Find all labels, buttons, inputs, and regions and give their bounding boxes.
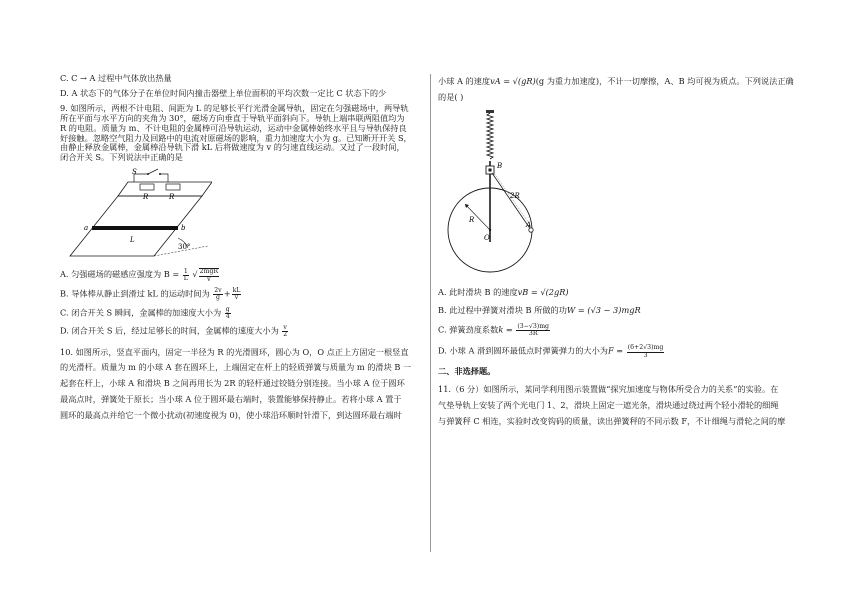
q10-line: 的光滑杆。质量为 m 的小球 A 套在圆环上，上端固定在杆上的轻质弹簧与质量为 m 的滑块 B 一 <box>60 362 412 373</box>
q9-line: 由静止释放金属棒，金属棒沿导轨下滑 kL 后将做速度为 v 的匀速直线运动。又过了一段时间， <box>60 142 405 153</box>
q9-option-d-text: D. 闭合开关 S 后，经过足够长的时间，金属棒的速度大小为 <box>60 325 279 336</box>
question-9 <box>60 104 428 338</box>
q10-line: 圆环的最高点并给它一个微小扰动(初速度视为 0)，使小球沿环顺时针滑下，到达圆环最右端时 <box>60 410 402 421</box>
resistor-r2 <box>166 184 180 190</box>
label-switch: S <box>132 168 137 177</box>
q10-option-b: B. 此过程中弹簧对滑块 B 所做的功W = (√3 − 3)mgR <box>438 305 641 316</box>
label-r1: R <box>143 193 149 202</box>
frac: $\frac{\text{2mgR}}{v}$ <box>199 268 219 283</box>
q11-line: 11.（6 分）如图所示，某同学利用图示装置做“探究加速度与物体所受合力的关系”的实验。在 <box>438 383 779 394</box>
label-a: A <box>526 221 532 230</box>
q9-stem <box>60 104 428 163</box>
label-l: L <box>130 236 135 245</box>
q9-option-b-text: B. 导体棒从静止到滑过 kL 的运动时间为 <box>60 288 210 299</box>
spring <box>487 113 493 159</box>
question-11 <box>438 382 806 430</box>
section-title: 二、非选择题。 <box>438 365 496 376</box>
right-column <box>438 74 806 435</box>
q10-ring-figure <box>442 110 542 282</box>
label-r: R <box>469 216 475 225</box>
resistor-frame <box>118 182 212 196</box>
q9-option-d <box>60 325 428 338</box>
frac: $\frac{1}{L}$ <box>183 267 188 283</box>
ceiling-mount <box>486 110 494 113</box>
q11-line: 气垫导轨上安装了两个光电门 1、2，滑块上固定一遮光条，滑块通过绕过两个轻小滑轮的细绳 <box>438 399 779 410</box>
q9-option-a <box>60 268 428 282</box>
label-angle: 30° <box>178 243 191 252</box>
q8-option-c: C. C → A 过程中气体放出热量 <box>60 73 172 83</box>
q9-option-c <box>60 307 428 320</box>
q9-line: 9. 如图所示，两根不计电阻、间距为 L 的足够长平行光滑金属导轨，固定在匀强磁场中，两导轨 <box>60 103 409 114</box>
q11-line: 与弹簧秤 C 相连，实验时改变钩码的质量，读出弹簧秤的不同示数 F，不计细绳与滑轮之间的摩 <box>438 415 786 426</box>
q10-option-c: C. 弹簧劲度系数k = $\frac{(3-√3)mg}{3R}$ <box>438 323 550 338</box>
q9-option-a-text: A. 匀强磁场的磁感应强度为 B = <box>60 269 180 280</box>
q9-line: 所在平面与水平方向的夹角为 30°，磁场方向垂直于导轨平面斜向下。导轨上端串联两阻值均为 <box>60 112 405 123</box>
q9-option-b: B. 导体棒从静止到滑过 kL 的运动时间为 $\frac{2v}{g}$ + $\frac{kL}{v}$ <box>60 286 241 302</box>
frac: $\frac{v}{2}$ <box>283 324 288 339</box>
q10-option-a: A. 此时滑块 B 的速度vB = √(2gR) <box>438 287 569 298</box>
label-a: a <box>84 224 89 233</box>
frac: $\frac{(3-√3)mg}{3R}$ <box>517 323 550 338</box>
q10-cont-line: 小球 A 的速度vA = √(gR)(g 为重力加速度)，不计一切摩擦，A、B 均可视为质点。下列说法正确 <box>438 76 794 86</box>
resistor-r1 <box>140 184 154 190</box>
frac: $\frac{g}{4}$ <box>225 305 230 320</box>
q8-option-d: D. A 状态下的气体分子在单位时间内撞击器壁上单位面积的平均次数一定比 C 状态下的少 <box>60 88 387 99</box>
q10-line: 10. 如图所示，竖直平面内，固定一半径为 R 的光滑圆环，圆心为 O，O 点正上方固定一根竖直 <box>60 346 409 357</box>
q9-line: R 的电阻。质量为 m、不计电阻的金属棒可沿导轨运动，运动中金属棒始终水平且与导轨保持良 <box>60 122 407 133</box>
switch-wire-2 <box>160 174 168 182</box>
switch-blade <box>148 169 158 174</box>
frac: $\frac{(6+2√3)mg}{3}$ <box>627 344 664 359</box>
center-o <box>489 229 491 231</box>
label-b: b <box>181 224 186 233</box>
frac: $\frac{2v}{g}$ <box>214 286 222 302</box>
q10-stem <box>60 345 428 425</box>
sqrt-sign: √ <box>192 269 198 280</box>
left-column <box>60 74 428 430</box>
column-divider <box>430 74 431 552</box>
q10-cont-line: 的是( ) <box>438 91 464 102</box>
q9-line: 好接触。忽略空气阻力及回路中的电流对原磁场的影响，重力加速度大小为 g。已知断开开关 S， <box>60 132 412 143</box>
q9-option-c-text: C. 闭合开关 S 瞬间，金属棒的加速度大小为 <box>60 307 222 318</box>
q9-line: 闭合开关 S。下列说法中正确的是 <box>60 152 183 163</box>
label-b: B <box>497 162 503 171</box>
label-o: O <box>484 234 490 243</box>
q10-line: 最高点时，弹簧处于原长；当小球 A 位于圆环最右端时，装置能够保持静止。若将小球 A 置于 <box>60 394 402 405</box>
label-2r: 2R <box>510 192 520 201</box>
q10-line: 起套在杆上，小球 A 和滑块 B 之间再用长为 2R 的轻杆通过铰链分别连接。当小球 A 位于圆环 <box>60 378 405 389</box>
q10-option-d: D. 小球 A 滑到圆环最低点时弹簧弹力的大小为F = $\frac{(6+2√3)mg}{3}$ <box>438 344 664 359</box>
question-10 <box>60 345 428 425</box>
frac: $\frac{kL}{v}$ <box>232 286 241 302</box>
q10-continued <box>438 74 806 105</box>
q9-rail-figure <box>62 168 212 264</box>
label-r2: R <box>169 193 175 202</box>
